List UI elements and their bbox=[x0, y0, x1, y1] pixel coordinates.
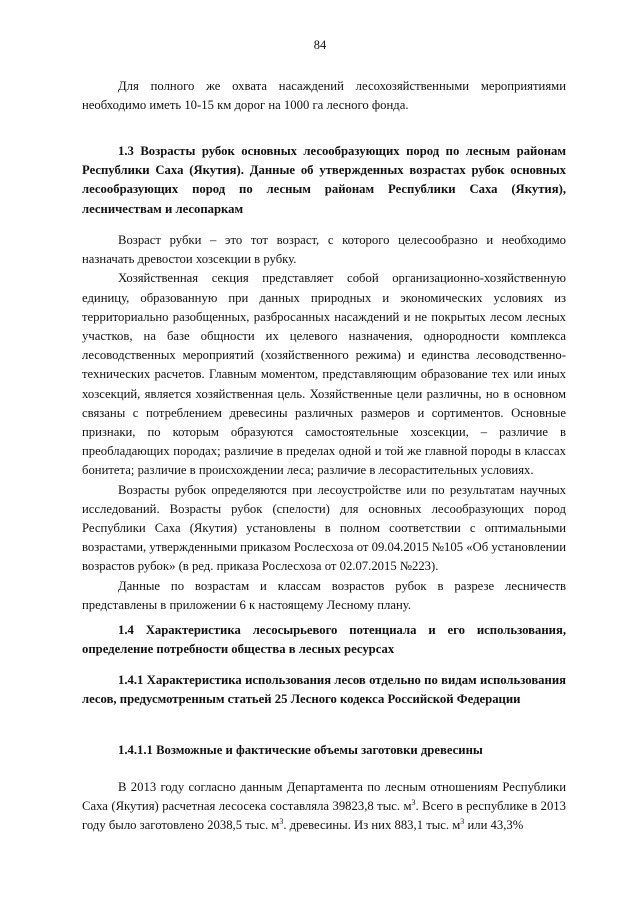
section-1-4-1-1 bbox=[82, 741, 566, 760]
text-run: В 2013 году согласно данным Департамента по лесным отношениям Республики Саха (Якутия) расчетная лесосека составляла 39823,8 тыс. м bbox=[82, 780, 566, 814]
section-1-3-heading: 1.3 Возрасты рубок основных лесообразующих пород по лесным районам Республики Саха (Якутия). Данные об утвержденных возрастах рубок основных лесообразующих пород по лесным районам Республики Саха (Якутия), лесничествам и лесопаркам bbox=[82, 144, 566, 216]
section-1-3-body bbox=[82, 231, 566, 615]
superscript: 3 bbox=[411, 797, 416, 807]
section-1-4-1-1-heading: 1.4.1.1 Возможные и фактические объемы заготовки древесины bbox=[118, 743, 483, 757]
paragraph: Хозяйственная секция представляет собой организационно-хозяйственную единицу, образованную при данных природных и экономических условиях из территориально разобщенных, разбросанных насаждений и не покрытых лесом лесных участков, на базе общности их целевого назначения, однородности комплекса лесоводственных мероприятий (хозяйственного режима) и единства лесоводственно-технических расчетов. Главным моментом, представляющим образование тех или иных хозсекций, является хозяйственная цель. Хозяйственные цели различны, но в основном связаны с потреблением древесины различных размеров и сортиментов. Основные признаки, по которым образуются самостоятельные хозсекции, – различие в преобладающих породах; различие в пределах одной и той же главной породы в классах бонитета; различие в происхождении леса; различие в лесорастительных условиях. bbox=[82, 271, 566, 478]
paragraph: Возраст рубки – это тот возраст, с которого целесообразно и необходимо назначать древостои хозсекции в рубку. bbox=[82, 233, 566, 267]
section-1-4-1 bbox=[82, 671, 566, 709]
text-run: . древесины. Из них 883,1 тыс. м bbox=[283, 818, 461, 833]
superscript: 3 bbox=[279, 817, 284, 827]
section-1-4-1-heading: 1.4.1 Характеристика использования лесов отдельно по видам использования лесов, предусмотренным статьей 25 Лесного кодекса Российской Федерации bbox=[82, 673, 566, 707]
paragraph: Возрасты рубок определяются при лесоустройстве или по результатам научных исследований. Возрасты рубок (спелости) для основных лесообразующих пород Республики Саха (Якутия) установлены в полном соответствии с оптимальными возрастами, утвержденными приказом Рослесхоза от 09.04.2015 №105 «Об установлении возрастов рубок» (в ред. приказа Рослесхоза от 02.07.2015 №223). bbox=[82, 482, 566, 574]
section-1-4-1-1-body bbox=[82, 778, 566, 836]
paragraph bbox=[82, 778, 566, 836]
intro-paragraph: Для полного же охвата насаждений лесохозяйственными мероприятиями необходимо иметь 10-15 км дорог на 1000 га лесного фонда. bbox=[82, 79, 566, 113]
section-1-3 bbox=[82, 142, 566, 219]
section-1-4-heading: 1.4 Характеристика лесосырьевого потенциала и его использования, определение потребности общества в лесных ресурсах bbox=[82, 623, 566, 657]
paragraph: Данные по возрастам и классам возрастов рубок в разрезе лесничеств представлены в приложении 6 к настоящему Лесному плану. bbox=[82, 578, 566, 612]
text-run: . Всего в республике в 2013 году было заготовлено 2038,5 тыс. м bbox=[82, 799, 566, 833]
section-1-4 bbox=[82, 621, 566, 659]
intro-text-block bbox=[82, 77, 566, 115]
superscript: 3 bbox=[460, 817, 465, 827]
text-run: или 43,3% bbox=[464, 818, 524, 833]
page-number: 84 bbox=[313, 38, 327, 52]
